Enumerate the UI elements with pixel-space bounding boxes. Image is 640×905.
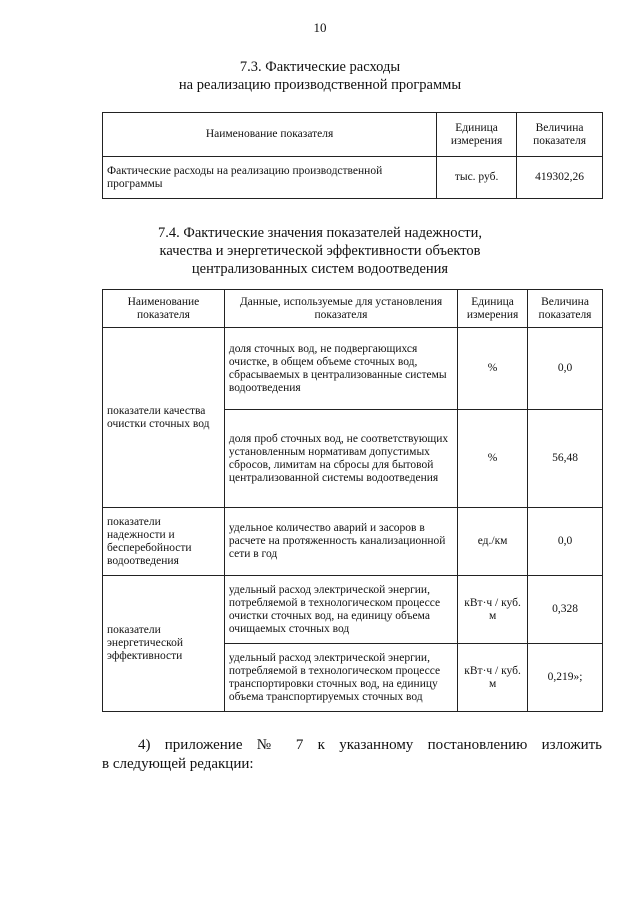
group-reliability-name: показатели надежности и бесперебойности водоотведения <box>103 508 225 576</box>
page-number: 10 <box>313 20 327 35</box>
table-header-row <box>103 290 603 328</box>
header-value: Величина показателя <box>517 113 603 157</box>
title-line: на реализацию производственной программы <box>178 77 462 93</box>
group-quality-name: показатели качества очистки сточных вод <box>103 328 225 508</box>
table-header-row <box>103 113 603 157</box>
paragraph-4 <box>102 736 602 774</box>
row-value: 419302,26 <box>517 157 603 199</box>
row-value: 56,48 <box>528 410 603 508</box>
title-line: качества и энергетической эффективности объектов <box>159 243 481 259</box>
row-data: удельный расход электрической энергии, потребляемой в технологическом процессе транспортировки сточных вод, на единицу объема транспортируемых сточных вод <box>224 644 457 712</box>
row-data: удельный расход электрической энергии, потребляемой в технологическом процессе очистки сточных вод, на единицу объема очищаемых сточных вод <box>224 576 457 644</box>
title-line: 7.4. Фактические значения показателей надежности, <box>158 225 482 241</box>
row-data: удельное количество аварий и засоров в расчете на протяженность канализационной сети в год <box>224 508 457 576</box>
table-row <box>103 508 603 576</box>
row-unit: тыс. руб. <box>437 157 517 199</box>
row-unit: кВт·ч / куб. м <box>458 576 528 644</box>
section-7-4-title <box>0 224 640 278</box>
header-value: Величина показателя <box>528 290 603 328</box>
paragraph-line: в следующей редакции: <box>102 756 254 772</box>
paragraph-line: 4) приложение № 7 к указанному постановлению изложить <box>138 737 602 753</box>
row-unit: ед./км <box>458 508 528 576</box>
table-row <box>103 576 603 644</box>
header-name: Наименование показателя <box>103 113 437 157</box>
header-unit: Единица измерения <box>437 113 517 157</box>
row-value: 0,219»; <box>528 644 603 712</box>
title-line: 7.3. Фактические расходы <box>239 59 401 75</box>
row-name: Фактические расходы на реализацию производственной программы <box>103 157 437 199</box>
row-unit: % <box>458 328 528 410</box>
row-value: 0,328 <box>528 576 603 644</box>
actual-expenses-table <box>102 112 603 199</box>
title-line: централизованных систем водоотведения <box>191 261 449 277</box>
row-unit: кВт·ч / куб. м <box>458 644 528 712</box>
row-value: 0,0 <box>528 508 603 576</box>
row-value: 0,0 <box>528 328 603 410</box>
group-energy-name: показатели энергетической эффективности <box>103 576 225 712</box>
indicators-table <box>102 289 603 712</box>
row-data: доля сточных вод, не подвергающихся очистке, в общем объеме сточных вод, сбрасываемых в централизованные системы водоотведения <box>224 328 457 410</box>
table-row <box>103 157 603 199</box>
section-7-3-title <box>0 58 640 94</box>
header-data: Данные, используемые для установления показателя <box>224 290 457 328</box>
row-data: доля проб сточных вод, не соответствующих установленным нормативам допустимых сбросов, лимитам на сбросы для бытовой централизованной системы водоотведения <box>224 410 457 508</box>
table-row <box>103 328 603 410</box>
header-unit: Единица измерения <box>458 290 528 328</box>
header-name: Наименование показателя <box>103 290 225 328</box>
row-unit: % <box>458 410 528 508</box>
